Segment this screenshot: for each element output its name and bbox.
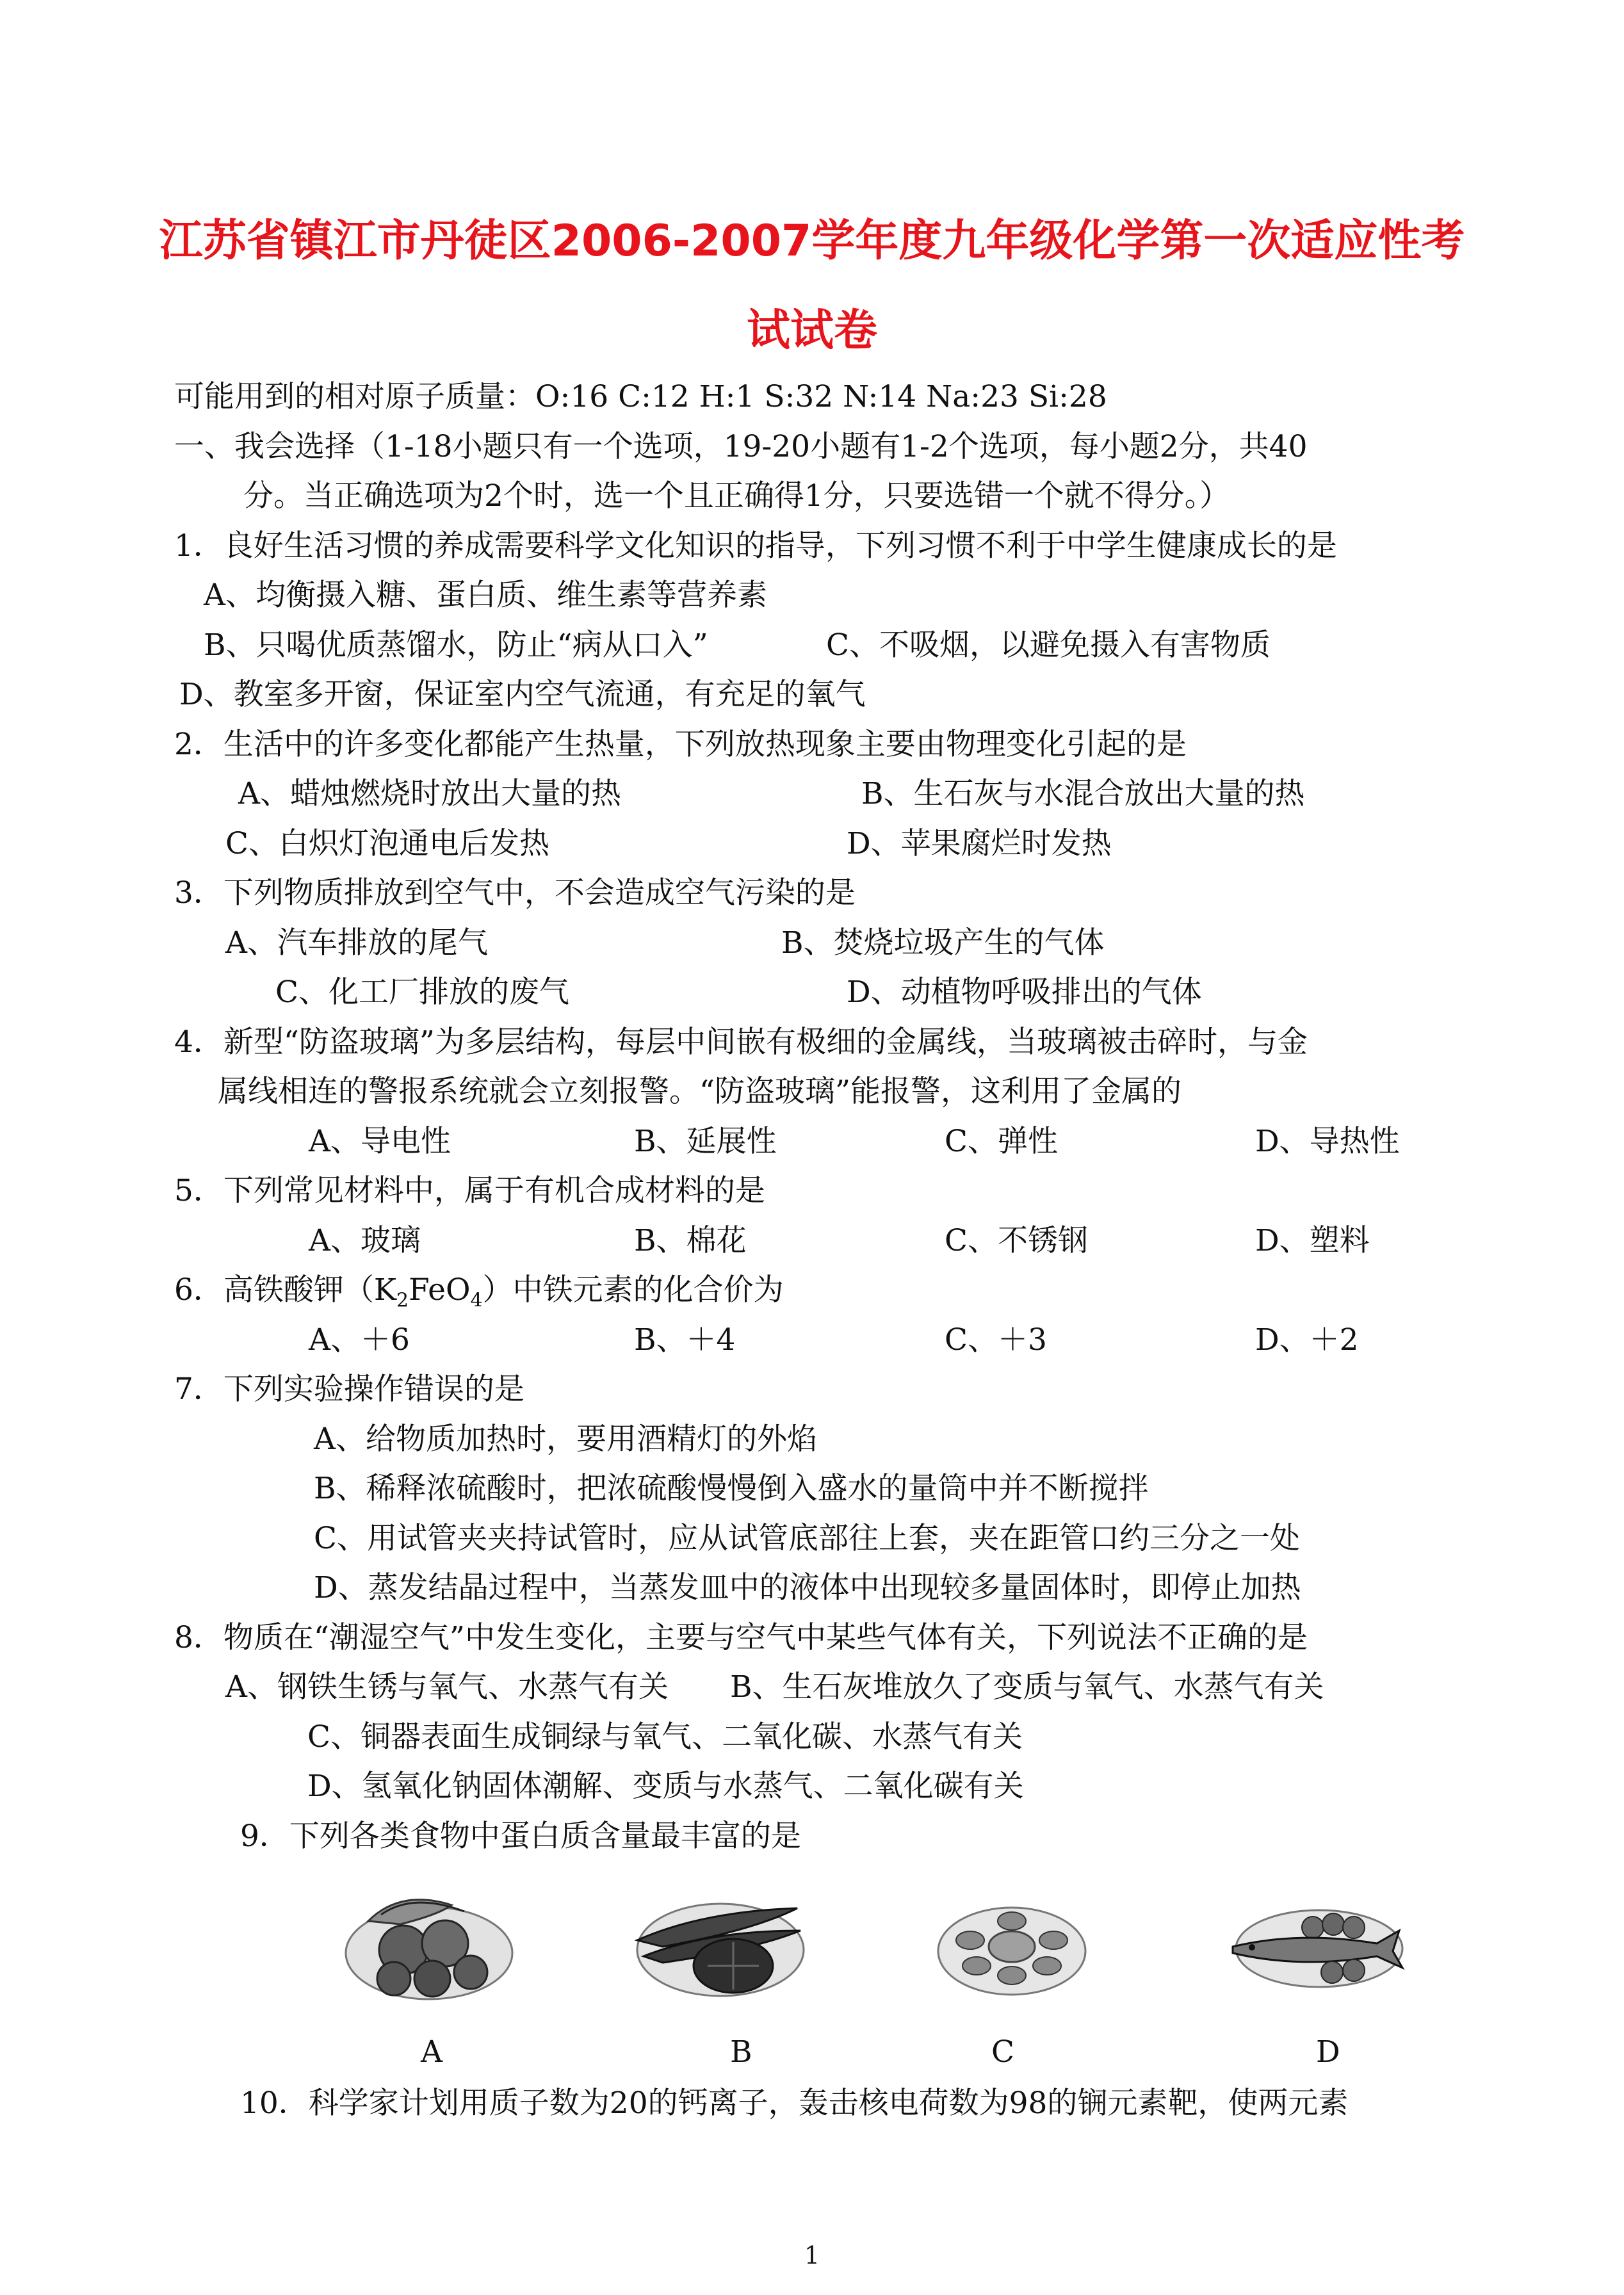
fruit-plate-image (343, 1876, 516, 2004)
q5-option-b: B、棉花 (634, 1223, 747, 1258)
q3-stem: 3．下列物质排放到空气中，不会造成空气污染的是 (174, 875, 856, 911)
exam-title-line1: 江苏省镇江市丹徒区2006-2007学年度九年级化学第一次适应性考 (159, 216, 1465, 266)
q6-option-d: D、＋2 (1255, 1322, 1359, 1358)
page-number: 1 (804, 2241, 820, 2269)
q7-option-c: C、用试管夹夹持试管时，应从试管底部往上套，夹在距管口约三分之一处 (314, 1521, 1300, 1556)
q3-option-b: B、焚烧垃圾产生的气体 (781, 925, 1105, 961)
q9-option-a: A (421, 2034, 443, 2070)
q8-option-a: A、钢铁生锈与氧气、水蒸气有关 (225, 1669, 669, 1705)
q1-stem: 1．良好生活习惯的养成需要科学文化知识的指导，下列习惯不利于中学生健康成长的是 (174, 528, 1337, 564)
q8-stem: 8．物质在“潮湿空气”中发生变化，主要与空气中某些气体有关，下列说法不正确的是 (174, 1620, 1308, 1655)
q5-option-d: D、塑料 (1255, 1223, 1370, 1258)
q2-option-b: B、生石灰与水混合放出大量的热 (861, 776, 1305, 811)
q9-stem: 9．下列各类食物中蛋白质含量最丰富的是 (240, 1819, 801, 1854)
q2-stem: 2．生活中的许多变化都能产生热量，下列放热现象主要由物理变化引起的是 (174, 727, 1187, 762)
q7-option-d: D、蒸发结晶过程中，当蒸发皿中的液体中出现较多量固体时，即停止加热 (314, 1570, 1301, 1605)
q4-stem: 4．新型“防盗玻璃”为多层结构，每层中间嵌有极细的金属线，当玻璃被击碎时，与金 (174, 1025, 1308, 1060)
q5-stem: 5．下列常见材料中，属于有机合成材料的是 (174, 1173, 765, 1208)
q3-option-c: C、化工厂排放的废气 (275, 975, 569, 1010)
q6-subscript-o: 4 (470, 1289, 483, 1312)
q1-option-b: B、只喝优质蒸馏水，防止“病从口入” (204, 628, 708, 663)
q6-stem (174, 1271, 784, 1310)
exam-title-line2: 试试卷 (746, 305, 877, 356)
q1-option-d: D、教室多开窗，保证室内空气流通，有充足的氧气 (179, 677, 866, 712)
q8-option-b: B、生石灰堆放久了变质与氧气、水蒸气有关 (730, 1669, 1324, 1705)
q2-option-c: C、白炽灯泡通电后发热 (225, 826, 549, 861)
q6-option-b: B、＋4 (634, 1322, 736, 1358)
section-heading-cont: 分。当正确选项为2个时，选一个且正确得1分，只要选错一个就不得分。） (243, 478, 1230, 514)
q9-option-b: B (730, 2034, 752, 2070)
q6-stem-post: ）中铁元素的化合价为 (482, 1272, 784, 1308)
q6-stem-mid: FeO (409, 1272, 471, 1308)
q7-option-a: A、给物质加热时，要用酒精灯的外焰 (314, 1422, 817, 1457)
q2-option-a: A、蜡烛燃烧时放出大量的热 (238, 776, 621, 811)
q6-option-a: A、＋6 (309, 1322, 410, 1358)
q1-option-a: A、均衡摄入糖、蛋白质、维生素等营养素 (204, 578, 767, 613)
q5-option-c: C、不锈钢 (945, 1223, 1088, 1258)
fish-and-pumpkin-plate-image (624, 1886, 816, 2004)
q4-stem-cont: 属线相连的警报系统就会立刻报警。“防盗玻璃”能报警，这利用了金属的 (218, 1074, 1182, 1109)
q6-subscript-k: 2 (396, 1289, 409, 1312)
q4-option-a: A、导电性 (309, 1124, 451, 1159)
q5-option-a: A、玻璃 (309, 1223, 421, 1258)
q9-option-c: C (991, 2034, 1014, 2070)
q7-option-b: B、稀释浓硫酸时，把浓硫酸慢慢倒入盛水的量筒中并不断搅拌 (314, 1471, 1149, 1506)
q10-stem: 10．科学家计划用质子数为20的钙离子，轰击核电荷数为98的锎元素靶，使两元素 (240, 2086, 1349, 2121)
q4-option-c: C、弹性 (945, 1124, 1058, 1159)
q6-option-c: C、＋3 (945, 1322, 1047, 1358)
q8-option-d: D、氢氧化钠固体潮解、变质与水蒸气、二氧化碳有关 (307, 1769, 1024, 1804)
q1-option-c: C、不吸烟，以避免摄入有害物质 (826, 628, 1271, 663)
atomic-masses: 可能用到的相对原子质量：O:16 C:12 H:1 S:32 N:14 Na:23 Si:28 (174, 379, 1107, 414)
q3-option-d: D、动植物呼吸排出的气体 (847, 975, 1202, 1010)
section-heading: 一、我会选择（1-18小题只有一个选项，19-20小题有1-2个选项，每小题2分，共40 (174, 429, 1308, 464)
fish-and-eggs-plate-image (1223, 1892, 1406, 1998)
rice-cake-plate-image (932, 1892, 1092, 2004)
q4-option-d: D、导热性 (1255, 1124, 1400, 1159)
q9-option-d: D (1316, 2034, 1340, 2070)
q2-option-d: D、苹果腐烂时发热 (847, 826, 1112, 861)
q3-option-a: A、汽车排放的尾气 (225, 925, 488, 961)
q7-stem: 7．下列实验操作错误的是 (174, 1372, 524, 1407)
q4-option-b: B、延展性 (634, 1124, 777, 1159)
q8-option-c: C、铜器表面生成铜绿与氧气、二氧化碳、水蒸气有关 (307, 1719, 1023, 1755)
q6-stem-pre: 6．高铁酸钾（K (174, 1272, 397, 1308)
